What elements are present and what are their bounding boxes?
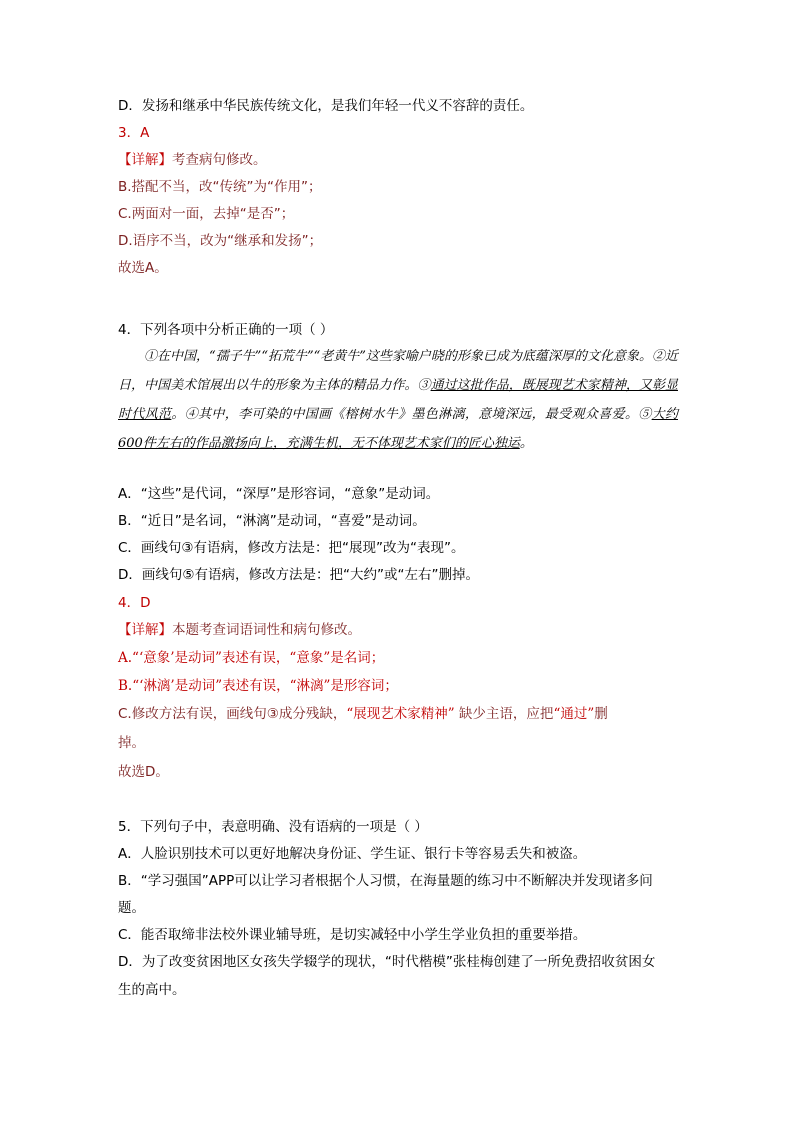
detail-tag: 【详解】 [118,622,172,638]
q4-option-d: D．画线句⑤有语病，修改方法是：把“大约”或“左右”删掉。 [118,567,479,583]
q5-option-a: A．人脸识别技术可以更好地解决身份证、学生证、银行卡等容易丢失和被盗。 [118,846,587,862]
q4-conclusion: 故选D。 [118,764,169,780]
q5-option-b-cont: 题。 [118,900,145,916]
q4-answer: 4．D [118,595,151,611]
q5-stem: 5．下列句子中，表意明确、没有语病的一项是（ ） [118,819,428,835]
q4-explain-b: B.“‘淋漓’是动词”表述有误，“淋漓”是形容词； [118,678,398,694]
q5-option-c: C．能否取缔非法校外课业辅导班，是切实减轻中小学生学业负担的重要举措。 [118,927,587,943]
detail-text: 考查病句修改。 [172,152,267,168]
q5-option-d: D．为了改变贫困地区女孩失学辍学的现状，“时代楷模”张桂梅创建了一所免费招收贫困女 [118,954,656,970]
q5-option-b: B．“学习强国”APP可以让学习者根据个人习惯，在海量题的练习中不断解决并发现诸多问 [118,873,653,889]
q3-detail [118,150,267,170]
q4-option-c: C．画线句③有语病，修改方法是：把“展现”改为“表现”。 [118,540,465,556]
q3-conclusion: 故选A。 [118,260,168,276]
passage-part-2: 。④其中，李可染的中国画《榕树水牛》墨色淋漓，意境深远，最受观众喜爱。⑤ [171,407,652,422]
q5-option-d-cont: 生的高中。 [118,982,186,998]
underlined-sentence-5: 大约600件左右的作品激扬向上，充满生机，无不体现艺术家们的匠心独运 [118,407,678,451]
q2-option-d: D．发扬和继承中华民族传统文化，是我们年轻一代义不容辞的责任。 [118,98,534,114]
q4-explain-c [118,704,608,724]
q4-stem: 4．下列各项中分析正确的一项（ ） [118,322,334,338]
q3-answer: 3．A [118,125,150,141]
q4-option-b: B．“近日”是名词，“淋漓”是动词，“喜爱”是动词。 [118,513,426,529]
q3-explain-d: D.语序不当，改为“继承和发扬”； [118,233,323,249]
passage-end: 。 [519,436,533,451]
q4-option-a: A．“这些”是代词，“深厚”是形容词，“意象”是动词。 [118,486,440,502]
explain-c-post: 缺少主语，应把 [454,706,554,722]
underlined-sentence-3: 通过这批作品，既展现艺术家精神，又彰显时代风范 [118,378,678,422]
q4-detail [118,620,361,640]
explain-c-post2: 删 [594,706,608,722]
explain-c-pre: C.修改方法有误，画线句③成分残缺， [118,706,347,722]
passage-part-1: ①在中国，“孺子牛”“拓荒牛”“老黄牛”这些家喻户晓的形象已成为底蕴深厚的文化意象。②近日，中国美术馆展出以牛的形象为主体的精品力作。③ [118,349,678,393]
explain-c-quote2: “通过” [553,706,595,722]
detail-text: 本题考查词语词性和病句修改。 [172,622,361,638]
explain-c-quote: “展现艺术家精神” [346,706,455,722]
detail-tag: 【详解】 [118,152,172,168]
q4-explain-a: A.“‘意象’是动词”表述有误，“意象”是名词； [118,650,385,666]
q4-explain-c-line2: 掉。 [118,735,145,751]
q3-explain-b: B.搭配不当，改“传统”为“作用”； [118,179,322,195]
q3-explain-c: C.两面对一面，去掉“是否”； [118,206,295,222]
q4-passage [118,342,678,458]
